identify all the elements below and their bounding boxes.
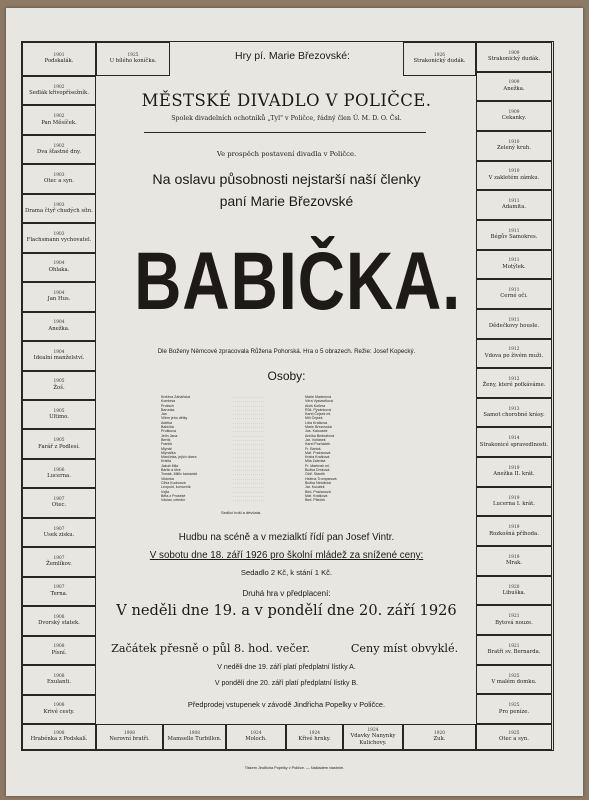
- cast-role: Kněžna Zaháňská: [161, 395, 190, 399]
- cast-leader: . . . . . . . . . . . . . . . .: [233, 403, 264, 408]
- cell-year: 1904: [53, 320, 65, 326]
- play-cell: [476, 368, 552, 398]
- cast-role: Barunka: [161, 407, 175, 412]
- cell-title: Křivé hrnky.: [298, 736, 331, 743]
- play-cell: [476, 101, 552, 131]
- cell-year: 1911: [508, 258, 520, 264]
- cell-title: Žoš.: [53, 384, 65, 391]
- play-cell: [22, 606, 96, 635]
- play-cell: [163, 724, 226, 750]
- cast-leader: . . . . . . . . . . . . . . . .: [233, 472, 264, 477]
- cell-title: Lucerna.: [47, 473, 71, 479]
- play-cell: [22, 488, 96, 517]
- cell-title: Exulanti.: [46, 679, 72, 686]
- play-cell: [476, 398, 552, 428]
- cell-year: 1910: [508, 139, 520, 145]
- play-cell: [476, 42, 552, 72]
- cast-role: Mančinka, jejich dcera: [161, 455, 197, 460]
- cell-year: 1920: [508, 584, 520, 590]
- cast-role: Jan: [161, 412, 167, 417]
- cell-title: Bratři sv. Bernarda.: [487, 649, 541, 656]
- play-cell: [22, 695, 96, 724]
- cell-year: 1908: [189, 731, 200, 737]
- cast-heading: Osoby:: [267, 369, 306, 383]
- cell-year: 1926: [434, 53, 445, 59]
- cell-year: 1908: [53, 673, 65, 679]
- cast-list: [161, 395, 411, 520]
- cell-title: Motýlek.: [502, 263, 526, 270]
- play-cell: [476, 516, 552, 546]
- cell-title: Otec a syn.: [44, 178, 74, 185]
- play-cell: [476, 131, 552, 161]
- cell-title: Otec a syn.: [499, 736, 529, 743]
- cell-year: 1903: [53, 202, 65, 208]
- cast-actor: Mař. Pražanová: [305, 450, 331, 455]
- cell-title: Bégův Samokres.: [490, 234, 538, 241]
- cell-year: 1907: [53, 497, 65, 503]
- cell-title: Otec.: [51, 502, 67, 509]
- cast-leader: . . . . . . . . . . . . . . . .: [233, 442, 264, 447]
- cell-year: 1904: [53, 261, 65, 267]
- cast-leader: . . . . . . . . . . . . . . . .: [233, 459, 264, 464]
- play-cell: [22, 577, 96, 606]
- cell-title: Strakonický dudák.: [413, 58, 466, 65]
- cell-title: Vdavky Nanynky Kulichovy.: [350, 733, 396, 746]
- prices-line: Ceny míst obvyklé.: [350, 642, 459, 655]
- authorship-line: Dle Boženy Němcové zpracovala Růžena Pohorská. Hra o 5 obrazech. Režie: Josef Kopecký.: [157, 348, 416, 355]
- cell-title: Pro peníze.: [498, 708, 530, 715]
- play-cell: [22, 253, 96, 282]
- play-cell: [476, 605, 552, 635]
- cell-title: Drama čtyř chudých sítn.: [25, 207, 93, 214]
- cell-title: V zakletém zámku.: [488, 174, 540, 181]
- cell-title: Libuška.: [502, 589, 526, 596]
- second-show-line: Druhá hra v předplacení:: [242, 589, 331, 598]
- cast-actor: Krista Kratková: [305, 455, 330, 460]
- cell-title: Ohlaka.: [48, 266, 70, 273]
- play-cell: [476, 190, 552, 220]
- cell-year: 1909: [508, 110, 520, 116]
- cell-year: 1920: [434, 731, 445, 737]
- printer-line: Tiskem Jindřicha Popelky v Poličce. — Nakladem vlastním.: [244, 766, 345, 770]
- play-cell: [22, 518, 96, 547]
- cast-leader: . . . . . . . . . . . . . . . .: [233, 395, 264, 399]
- cell-title: Písní.: [51, 649, 67, 656]
- cell-title: Dědečkovy housle.: [488, 323, 540, 330]
- cast-role: Běta z Proseké: [161, 493, 186, 498]
- play-cell: [343, 724, 403, 750]
- play-cell: [476, 309, 552, 339]
- cast-role: Kristla: [161, 459, 171, 464]
- cast-actor: Jar. Voňásek: [305, 437, 326, 442]
- cell-title: Anežka.: [48, 325, 70, 332]
- cell-title: Terna.: [50, 590, 68, 597]
- theatre-name: MĚSTSKÉ DIVADLO V POLIČCE.: [141, 91, 432, 110]
- cast-actor: Mař. Kratková: [305, 493, 328, 498]
- cell-year: 1925: [508, 703, 520, 709]
- occasion-line-1: Na oslavu působnosti nejstarší naší členky: [152, 172, 421, 188]
- cell-title: Dvorský statek.: [38, 620, 80, 627]
- cell-year: 1905: [53, 408, 65, 414]
- cast-role: Vojta: [161, 489, 169, 494]
- play-cell: [22, 135, 96, 164]
- cast-leader: . . . . . . . . . . . . . . . .: [233, 429, 264, 434]
- cast-actor: Marie Maderová: [305, 395, 331, 399]
- cell-year: 1912: [508, 347, 520, 353]
- play-cell: [476, 457, 552, 487]
- cell-title: Rozkošná příhoda.: [489, 530, 539, 537]
- play-cell: [22, 194, 96, 223]
- cell-year: 1919: [508, 495, 520, 501]
- cell-year: 1903: [53, 232, 65, 237]
- cell-year: 1914: [508, 436, 520, 442]
- cast-leader: . . . . . . . . . . . . . . . .: [233, 450, 264, 455]
- cell-year: 1911: [508, 317, 520, 323]
- cast-leader: . . . . . . . . . . . . . . . .: [233, 407, 264, 412]
- cast-roles: [161, 395, 197, 502]
- cast-role: Frantík: [161, 442, 173, 447]
- cell-year: 1924: [367, 727, 379, 733]
- play-cell: [476, 161, 552, 191]
- occasion-line-2: paní Marie Březovské: [219, 194, 354, 209]
- cell-year: 1908: [53, 731, 65, 737]
- cast-leader: . . . . . . . . . . . . . . . .: [233, 489, 264, 494]
- play-cell: [476, 546, 552, 576]
- cast-role: Viktorka: [161, 476, 174, 481]
- cell-title: Dva šťastné dny.: [37, 149, 81, 155]
- cast-role: Tomáš, Milův kamarád: [161, 472, 197, 477]
- cast-actor: Marie Březovská: [305, 425, 332, 430]
- cast-leader: . . . . . . . . . . . . . . . .: [233, 416, 264, 421]
- play-cell: [22, 724, 96, 750]
- cast-leader: . . . . . . . . . . . . . . . .: [233, 463, 264, 468]
- play-cell: [476, 279, 552, 309]
- play-cell: [22, 429, 96, 458]
- cell-year: 1902: [53, 84, 65, 90]
- cell-year: 1902: [53, 114, 65, 120]
- play-cell: [476, 724, 552, 750]
- cast-actor: Oldř. Staněk: [305, 472, 325, 477]
- cell-year: 1921: [508, 643, 520, 649]
- cast-leader: . . . . . . . . . . . . . . . .: [233, 468, 264, 473]
- cell-year: 1908: [53, 614, 65, 620]
- cell-title: Ultimo.: [49, 414, 69, 421]
- cast-actor: Jar. Kucálek: [305, 485, 325, 490]
- cast-actor: Božka Netolická: [305, 480, 331, 485]
- cell-year: 1901: [53, 53, 65, 59]
- cell-title: Strakonicé spravedlnosti.: [479, 441, 549, 448]
- cast-role: Mlynářka: [161, 450, 176, 455]
- cast-leader: . . . . . . . . . . . . . . . .: [233, 437, 264, 442]
- cell-year: 1925: [508, 731, 520, 737]
- cast-leader: . . . . . . . . . . . . . . . .: [233, 433, 264, 438]
- cast-actor: Helena Tromparová: [305, 476, 337, 481]
- cast-role: Adelka: [161, 420, 172, 425]
- cell-year: 1908: [53, 644, 65, 650]
- cell-year: 1905: [53, 438, 65, 444]
- play-cell: [476, 576, 552, 606]
- cell-year: 1919: [508, 525, 520, 531]
- play-cell: [22, 371, 96, 400]
- cast-actor: Bed. Pileček: [305, 498, 325, 503]
- cell-title: V malém domku.: [491, 678, 537, 685]
- cast-leader: . . . . . . . . . . . . . . . .: [233, 399, 264, 404]
- cast-actor: Božka Drnková: [305, 468, 330, 473]
- cast-role: Václav, celedín: [161, 498, 186, 503]
- cell-year: 1924: [250, 731, 262, 737]
- cell-title: Ženy, které potkáváme.: [482, 382, 546, 389]
- start-time-line: Začátek přesně o půl 8. hod. večer.: [111, 642, 310, 655]
- cell-year: 1919: [508, 554, 520, 560]
- play-cell: [403, 724, 476, 750]
- play-cell: [22, 76, 96, 105]
- cell-title: Sedlák křivopřísežník.: [29, 90, 89, 97]
- cast-role: Cihla Kudroová: [161, 480, 186, 485]
- cell-year: 1911: [508, 228, 520, 234]
- cast-leader: . . . . . . . . . . . . . . . .: [233, 485, 264, 490]
- society-line: Spolek divadelních ochotníků „Tyl" v Poličce, řádný člen Ú. M. D. O. Čsl.: [171, 115, 402, 122]
- cast-leader: . . . . . . . . . . . . . . . .: [233, 476, 264, 481]
- cast-actor: Fr. Bartoš: [305, 446, 321, 451]
- cast-leader: . . . . . . . . . . . . . . . .: [233, 446, 264, 451]
- benefit-line: Ve prospěch postavení divadla v Poličce.: [216, 150, 357, 158]
- cell-year: 1925: [127, 53, 139, 59]
- cell-year: 1909: [508, 80, 520, 86]
- cell-year: 1904: [53, 349, 65, 355]
- cell-title: Cerné oči.: [500, 293, 528, 300]
- cast-actor: Věra Vystavělová: [305, 399, 333, 404]
- cell-title: Farář z Podlesí.: [38, 443, 80, 450]
- cast-actor: Líba Kratková: [305, 420, 328, 425]
- subscription-b-line: V pondělí dne 20. září platí předplatní lístky B.: [214, 680, 359, 687]
- cell-title: Vdova po živém muži.: [484, 352, 544, 359]
- cell-title: Bytová nouze.: [495, 619, 533, 626]
- cell-title: Lucerna I. krát.: [493, 500, 535, 507]
- cell-year: 1907: [53, 526, 65, 532]
- cast-role: Proškova: [161, 429, 176, 434]
- cast-actor: Jos. Kalousek: [305, 429, 328, 434]
- cast-actor: Karel Čejsek ml.: [305, 412, 332, 417]
- play-cell: [476, 427, 552, 457]
- cell-title: Strakonický dudák.: [487, 56, 541, 63]
- cell-title: Cekanky.: [501, 115, 527, 122]
- cast-leader: . . . . . . . . . . . . . . . .: [233, 455, 264, 460]
- cell-year: 1906: [53, 467, 65, 473]
- cast-role: Jakub Mila: [161, 463, 179, 468]
- play-cell: [22, 665, 96, 694]
- cell-year: 1908: [124, 731, 135, 737]
- cast-leader: . . . . . . . . . . . . . . . .: [233, 420, 264, 425]
- cast-actors: [305, 395, 337, 502]
- cell-title: Flachsmann vychovatel.: [26, 237, 92, 244]
- cell-title: Idealní manželství.: [33, 355, 85, 362]
- cell-title: Podskalák.: [44, 58, 74, 65]
- cast-actor: Milí Čejsek: [305, 416, 323, 421]
- play-cell: [22, 223, 96, 252]
- cast-actor: Růž. Pýzánková: [305, 407, 331, 412]
- play-cell: [22, 312, 96, 341]
- cast-footer: Sedlíci hoši a děvčata.: [221, 510, 262, 515]
- cell-year: 1919: [508, 465, 520, 471]
- cell-year: 1907: [53, 556, 65, 561]
- play-cell: [476, 487, 552, 517]
- cell-year: 1908: [53, 703, 65, 709]
- cell-year: 1903: [53, 173, 65, 179]
- cell-title: Anežka.: [503, 85, 525, 92]
- school-prices-line: Sedadlo 2 Kč, k stání 1 Kč.: [240, 568, 333, 577]
- cell-title: Krivé cesty.: [43, 708, 75, 715]
- cell-year: 1925: [508, 673, 520, 679]
- cast-role: Proksch: [161, 403, 174, 408]
- cell-year: 1902: [53, 143, 65, 149]
- cell-year: 1907: [53, 585, 65, 591]
- cell-title: Nerovní bratři.: [109, 736, 150, 743]
- cell-title: Zuk.: [433, 736, 446, 743]
- cell-year: 1904: [53, 290, 65, 296]
- header-rule: [144, 132, 426, 133]
- cell-year: 1911: [508, 288, 520, 294]
- play-cell: [22, 164, 96, 193]
- cell-year: 1910: [508, 169, 520, 175]
- play-cell: [22, 282, 96, 311]
- play-title: BABIČKA.: [134, 236, 462, 327]
- cast-actor: Fr. Martínek ml.: [305, 463, 330, 468]
- cast-role: Mlynář: [161, 446, 172, 451]
- cell-title: Moloch.: [245, 736, 267, 743]
- top-center-heading: Hry pí. Marie Březovské:: [235, 50, 350, 62]
- cell-year: 1909: [508, 50, 520, 56]
- cell-year: 1912: [508, 377, 520, 382]
- play-cell: [476, 665, 552, 695]
- play-cell: [476, 220, 552, 250]
- cast-leader: . . . . . . . . . . . . . . . .: [233, 498, 264, 503]
- play-cell: [226, 724, 286, 750]
- cast-role: Leopold, komorník: [161, 485, 191, 490]
- cast-leaders: [233, 395, 264, 502]
- play-cell: [286, 724, 343, 750]
- play-cell: [22, 459, 96, 488]
- cast-role: Bertík: [161, 437, 171, 442]
- cast-leader: . . . . . . . . . . . . . . . .: [233, 480, 264, 485]
- cell-year: 1913: [508, 406, 520, 412]
- play-cell: [96, 724, 163, 750]
- play-cell: [96, 42, 170, 76]
- school-show-line: V sobotu dne 18. září 1926 pro školní mládež za snížené ceny:: [149, 550, 424, 561]
- cell-title: Anežka II. krát.: [493, 471, 535, 478]
- cell-title: Mamselle Turbillon.: [167, 736, 222, 743]
- cell-title: Pan Měsíček.: [41, 119, 77, 126]
- cast-role: Vilém jeho dětky: [161, 416, 188, 421]
- cell-year: 1924: [309, 731, 320, 737]
- play-cell: [476, 250, 552, 280]
- subscription-a-line: V neděli dne 19. září platí předplatní lístky A.: [217, 664, 356, 671]
- cast-actor: Mila Zalenká: [305, 459, 326, 464]
- cell-title: U bílého koníčka.: [109, 58, 157, 65]
- presale-line: Předprodej vstupenek v závodě Jindřicha Popelky v Poličce.: [187, 700, 386, 709]
- cell-title: Usek zisku.: [43, 531, 75, 538]
- cast-actor: Aloiś Kotlera: [305, 403, 326, 408]
- cell-title: Hrabénka z Podskalí.: [30, 736, 88, 743]
- main-dates-line: V neděli dne 19. a v pondělí dne 20. září 1926: [116, 602, 457, 619]
- cast-leader: . . . . . . . . . . . . . . . .: [233, 412, 264, 417]
- cast-leader: . . . . . . . . . . . . . . . .: [233, 425, 264, 430]
- cast-role: Bártic a štve: [161, 468, 181, 473]
- cell-title: Mrak.: [505, 560, 522, 567]
- cast-role: Jelín Jana: [161, 433, 178, 438]
- cell-title: Zelený kruh.: [497, 145, 531, 152]
- music-line: Hudbu na scéně a v mezialktí řídí pan Josef Vintr.: [178, 532, 395, 543]
- cast-actor: Karel Pozháček: [305, 442, 331, 447]
- cast-role: Babička: [161, 425, 174, 430]
- play-cell: [22, 547, 96, 576]
- cell-title: Samot chorobné krásy.: [483, 412, 545, 418]
- play-cell: [22, 400, 96, 429]
- cast-leader: . . . . . . . . . . . . . . . .: [233, 493, 264, 498]
- play-cell: [22, 105, 96, 134]
- play-cell: [476, 72, 552, 102]
- play-cell: [476, 339, 552, 369]
- cell-year: 1905: [53, 379, 65, 385]
- play-cell: [476, 694, 552, 724]
- cell-title: Adamita.: [501, 204, 527, 211]
- play-cell: [22, 42, 96, 76]
- play-cell: [22, 341, 96, 370]
- cast-actor: Bed. Pražanová: [305, 489, 331, 494]
- cell-year: 1921: [508, 614, 520, 620]
- cell-year: 1911: [508, 199, 520, 205]
- cell-title: Žemlíkov.: [46, 561, 72, 568]
- cell-title: Jan Hus.: [47, 296, 71, 303]
- cast-role: Komtesa: [161, 399, 176, 404]
- cast-actor: Anička Bednářová: [305, 433, 335, 438]
